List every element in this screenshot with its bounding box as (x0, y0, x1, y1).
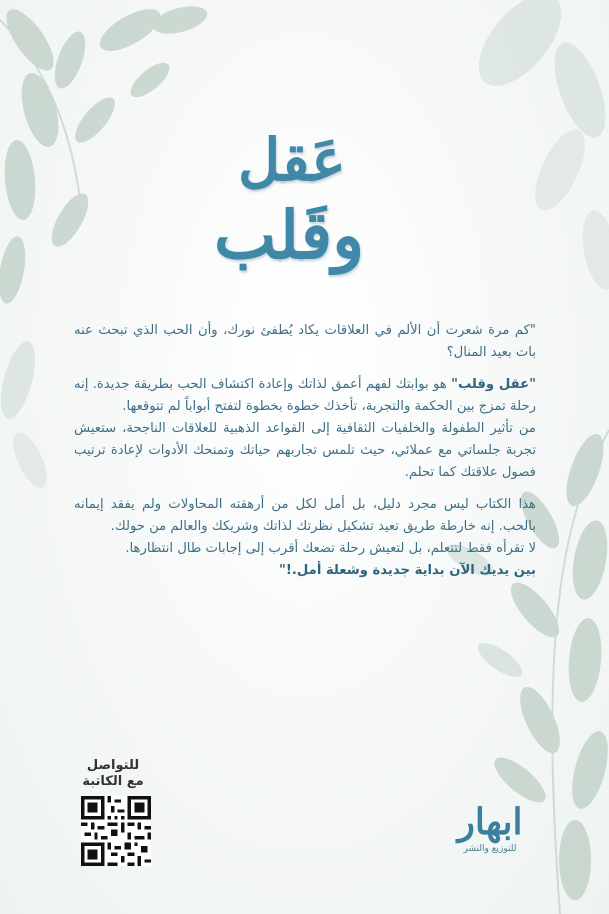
blurb-paragraph-2 (74, 374, 536, 418)
book-title (0, 118, 609, 288)
blurb-closing: بين يديك الآن بداية جديدة وشعلة أمل.!" (278, 563, 536, 578)
blurb-paragraph-2-text: هو بوابتك لفهم أعمق لذاتك وإعادة اكتشاف الحب بطريقة جديدة. إنه رحلة تمزج بين الحكمة والتجربة، تأخذك خطوة بخطوة لتفتح أبواباً لم تتوقعها. (74, 377, 536, 414)
contact-label-1: للتواصل (86, 758, 140, 773)
blurb-paragraph-5: لا تقرأه فقط لتتعلم، بل لتعيش رحلة تضعك أقرب إلى إجابات طال انتظارها. (125, 541, 536, 556)
blurb (74, 320, 536, 592)
blurb-paragraph-4: هذا الكتاب ليس مجرد دليل، بل أمل لكل من أرهقته المحاولات ولم يفقد إيمانه بالحب. إنه خارطة طريق تعيد تشكيل نظرتك لذاتك وشريكك والعالم من حولك. (74, 497, 536, 534)
blurb-book-name: "عقل وقلب" (451, 377, 537, 392)
title-line-2: وقَلب (214, 196, 365, 274)
contact-label-2: مع الكاتبة (82, 774, 144, 789)
title-line-1: عَقل (238, 126, 346, 194)
blurb-paragraph-1: "كم مرة شعرت أن الألم في العلاقات يكاد يُطفئ نورك، وأن الحب الذي تبحث عنه بات بعيد المنال؟ (74, 323, 536, 360)
publisher-subtitle: للتوزيع والنشر (463, 844, 517, 854)
publisher-logo (440, 800, 540, 854)
qr-code[interactable] (81, 796, 151, 866)
author-contact (72, 758, 154, 870)
publisher-logo-text: ابهار (457, 801, 523, 843)
blurb-paragraph-3: من تأثير الطفولة والخلفيات الثقافية إلى القواعد الذهبية للعلاقات الناجحة، ستعيش تجربة جلساتي مع عملائي، حيث تلمس تجاربهم حياتك وتمنحك الأدوات لإعادة ترتيب فصول علاقتك كما تحلم. (74, 421, 536, 480)
